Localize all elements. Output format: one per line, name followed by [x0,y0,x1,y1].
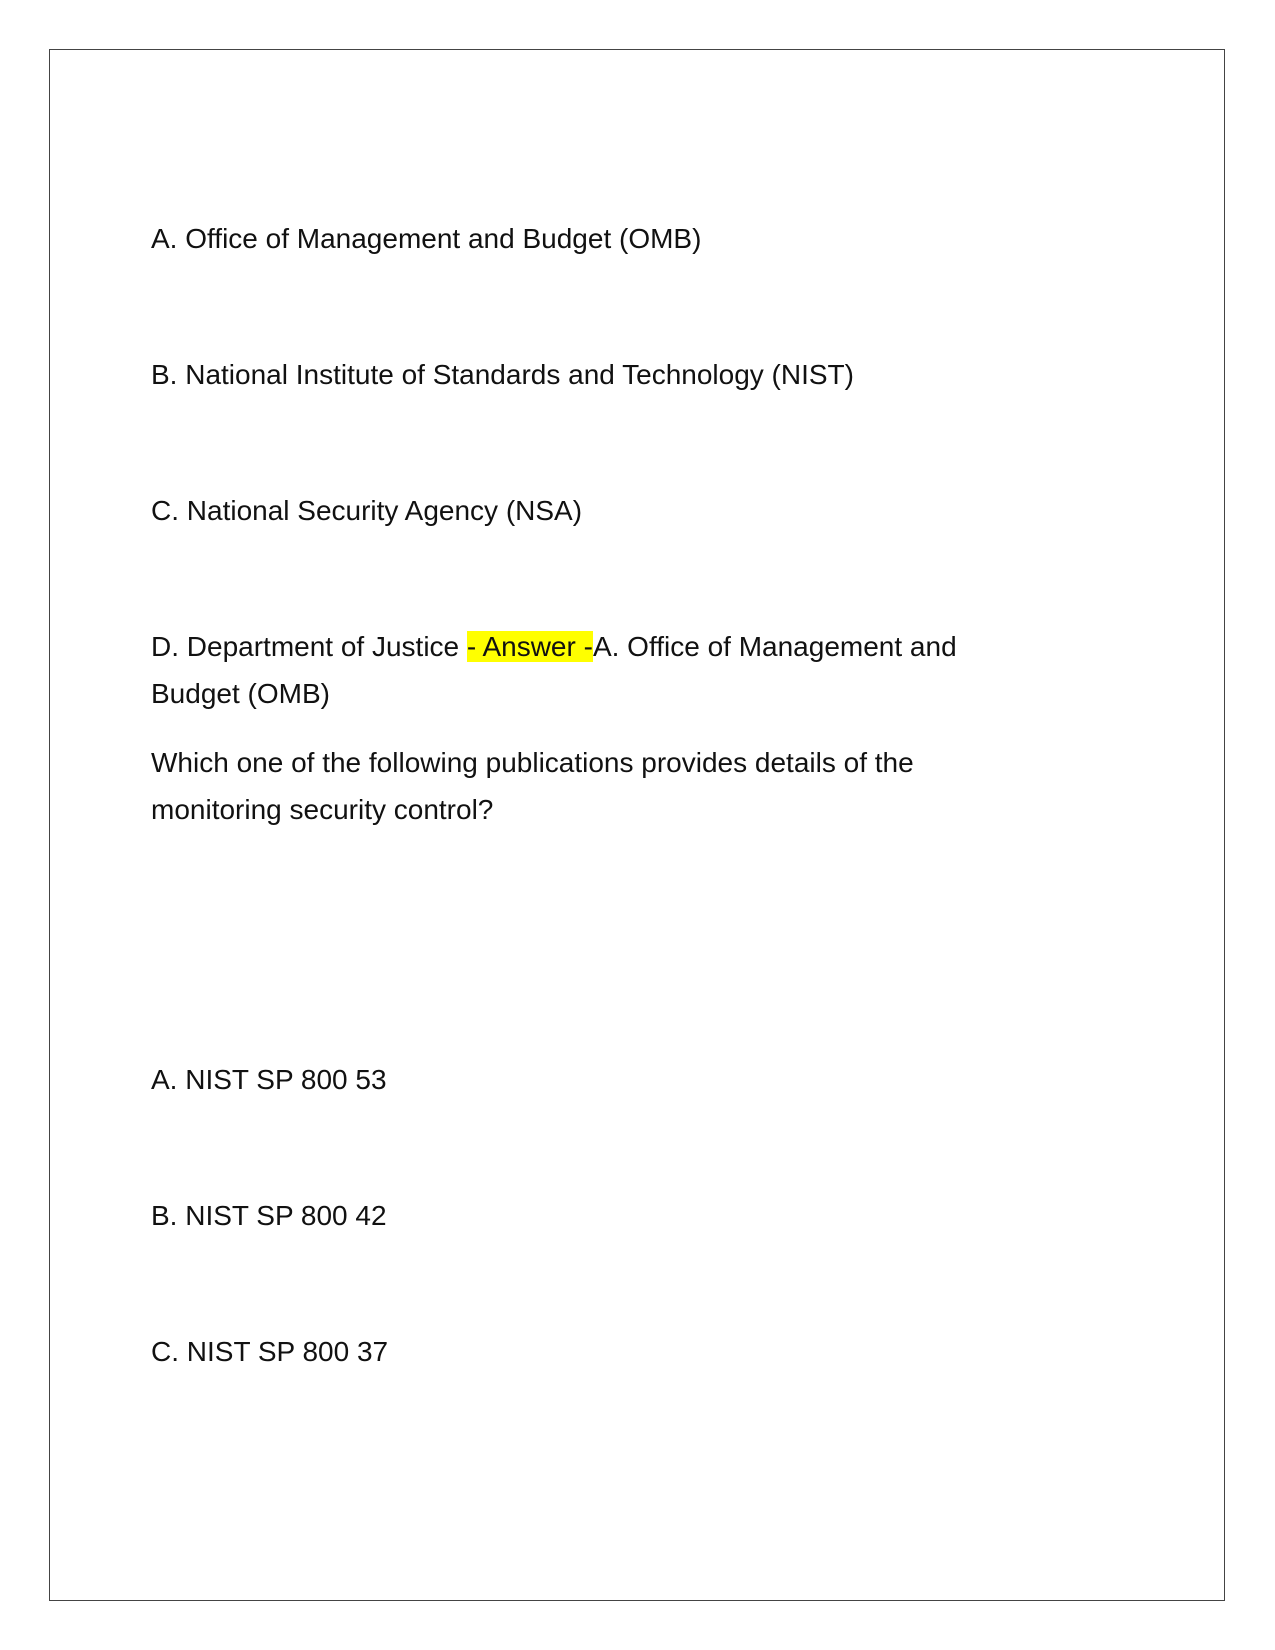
prev-option-d-line [151,624,957,670]
prev-option-c: C. National Security Agency (NSA) [151,495,583,526]
prev-option-d: D. Department of Justice [151,631,467,662]
question-line1: Which one of the following publications provides details of the [151,747,914,778]
answer-text-line2: Budget (OMB) [151,678,330,709]
prev-option-a: A. Office of Management and Budget (OMB) [151,223,702,254]
prev-option-b: B. National Institute of Standards and Technology (NIST) [151,359,854,390]
answer-marker: - Answer - [466,631,593,662]
option-c: C. NIST SP 800 37 [151,1336,389,1367]
option-b: B. NIST SP 800 42 [151,1200,387,1231]
question-line2: monitoring security control? [151,794,494,825]
answer-text-line1: A. Office of Management and [592,631,957,662]
option-a: A. NIST SP 800 53 [151,1064,387,1095]
